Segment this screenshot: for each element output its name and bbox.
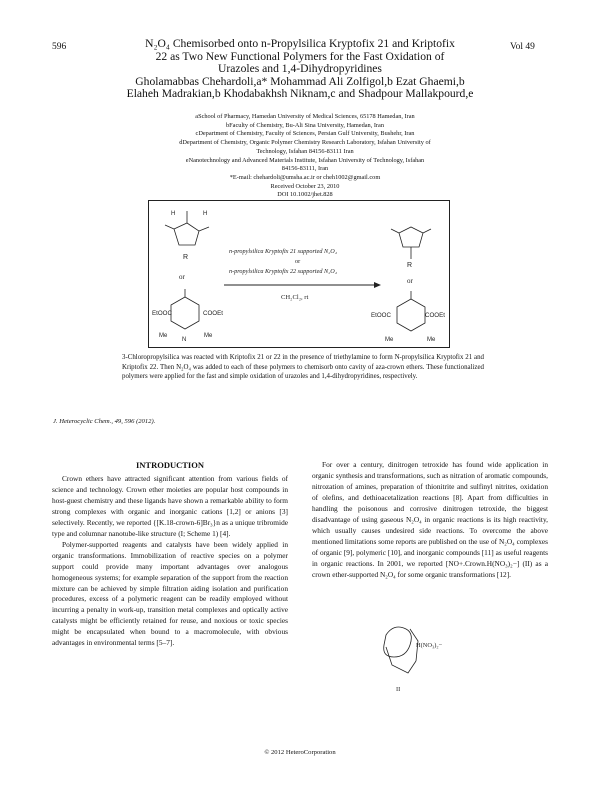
methyl-left: Me [385,337,394,343]
urazole-product [391,227,431,259]
structure-label: II [396,686,401,693]
ester-right: COOEt [425,312,445,319]
citation: J. Heterocyclic Chem., 49, 596 (2012). [53,418,156,425]
nh-label: H [171,211,176,217]
affiliation-line: aSchool of Pharmacy, Hamedan University of Medical Sciences, 65178 Hamedan, Iran [195,113,415,120]
or-right: or [407,277,413,285]
reaction-scheme-drawing [149,201,449,347]
or-reagent: or [295,258,301,265]
structure-ii [372,617,452,695]
copyright-footer: © 2012 HeteroCorporation [264,749,336,756]
abstract: 3-Chloropropylsilica was reacted with Kriptofix 21 or 22 in the presence of triethylamine to form N-propylsilica Kryptofix 21 and Kriptofix 22. Then N₂O₄ was added to each of these polymers to chemisorb onto cavity of aza-crown ethers. These functionalized polymers were applied for the fast and simple oxidation of urazoles and 1,4-dihydropyridines, respectively. [122,354,484,381]
graphical-abstract-scheme [148,200,450,348]
ester-right: COOEt [203,310,223,317]
paragraph: Polymer-supported reagents and catalysts have been widely applied in organic transformations. Immobilization of reactive species on a polymer support could provide many important advantages over analogous homogeneous systems; for example separation of the support from the reaction mixture can be achieved by simple filtration aiding isolation and purification procedures, excess of a polymeric reagent can be readily employed without incurring a penalty in work-up, transition metal complexes and optically active catalysts might be efficiently retained for reuse, and noxious or toxic species might be encapsulated when bound to a macromolecule, with obvious advantages in environmental terms [5–7]. [52,539,288,648]
doi: DOI 10.1002/jhet.828 [277,191,333,199]
affiliations [140,113,470,209]
dihydropyridine-reactant [171,289,199,329]
email-line: *E-mail: chehardoli@umsha.ac.ir or cheh1002@gmail.com [229,173,381,181]
reagent-1: n-propylsilica Kryptofix 21 supported N₂O₄ [229,248,337,255]
author-line: Elaheh Madrakian,b Khodabakhsh Niknam,c and Shadpour Mallakpourd,e [126,87,474,101]
crown-ether-drawing [372,617,452,695]
reagent-2: n-propylsilica Kryptofix 22 supported N₂O₄ [229,268,337,275]
pyridine-product [397,291,425,331]
solvent-conditions: CH₂Cl₂, rt [281,294,309,301]
r-label: R [183,254,189,261]
article-title [120,38,480,101]
title-line: Urazoles and 1,4-Dihydropyridines [218,62,382,76]
affiliation-line: eNanotechnology and Advanced Materials Institute, Isfahan University of Technology, Isfahan [185,156,425,164]
affiliation-line: bFaculty of Chemistry, Bu-Ali Sina University, Hamedan, Iran [226,121,384,129]
right-column [312,460,548,580]
ester-left: EtOOC [152,310,172,317]
affiliation-line: dDepartment of Chemistry, Organic Polymer Chemistry Research Laboratory, Isfahan University of [179,139,431,147]
methyl-right: Me [204,333,213,339]
affiliation-line: Technology, Isfahan 84156-83111 Iran [256,147,354,155]
nh-ring: N [182,337,187,343]
title-line: 22 as Two New Functional Polymers for the Fast Oxidation of [155,49,445,63]
paragraph: For over a century, dinitrogen tetroxide has found wide application in organic synthesis and transformations, such as nitration of aromatic compounds, nitrozation of amines, preparation of thionitrite and sulfinyl nitrites, oxidation of olefins, and dethioacetalization reactions [8]. Apart from difficulties in handling the poisonous and corrosive dinitrogen tetroxide, the biggest disadvantage of using gaseous N₂O₄ in organic reactions is its high reactivity, which usually causes undesired side reactions. To overcome the above mentioned limitations some reports are published on the use of N₂O₄ complexes of organic [9], polymeric [10], and inorganic compounds [11] as useful reagents in organic reactions. In 2001, we reported [NO+.Crown.H(NO₃)₂−] (II) as a crown ether-supported N₂O₄ for some organic transformations [12]. [312,460,548,579]
or-left: or [179,273,185,281]
anion-label: H(NO₃)₂− [416,642,443,649]
page-number: 596 [52,42,67,52]
received-date: Received October 23, 2010 [270,182,340,190]
affiliation-line: 84156-83111, Iran [281,165,329,173]
r-label: R [407,262,413,269]
author-line: Gholamabbas Chehardoli,a* Mohammad Ali Zolfigol,b Ezat Ghaemi,b [135,74,465,88]
volume-label: Vol 49 [510,42,535,52]
left-column [52,474,288,649]
methyl-left: Me [159,333,168,339]
title-line: N₂O₄ Chemisorbed onto n-Propylsilica Kryptofix 21 and Kriptofix [145,37,455,50]
affiliation-line: cDepartment of Chemistry, Faculty of Sciences, Persian Gulf University, Bushehr, Iran [195,130,415,138]
paragraph: Crown ethers have attracted significant attention from various fields of science and technology. Crown ether moieties are popular host compounds in host-guest chemistry and these ligands have shown a remarkable ability to form strong complexes with organic and inorganic cations [1,2] or anions [3] selectively. Recently, we reported {[K.18-crown-6]Br₃}n as a unique tribromide type and columnar nanotube-like structure (I; Scheme 1) [4]. [52,474,288,538]
nh-label: H [203,211,208,217]
section-heading: INTRODUCTION [135,460,204,470]
methyl-right: Me [427,337,436,343]
reaction-arrow-head [374,282,381,288]
ester-left: EtOOC [371,312,391,319]
